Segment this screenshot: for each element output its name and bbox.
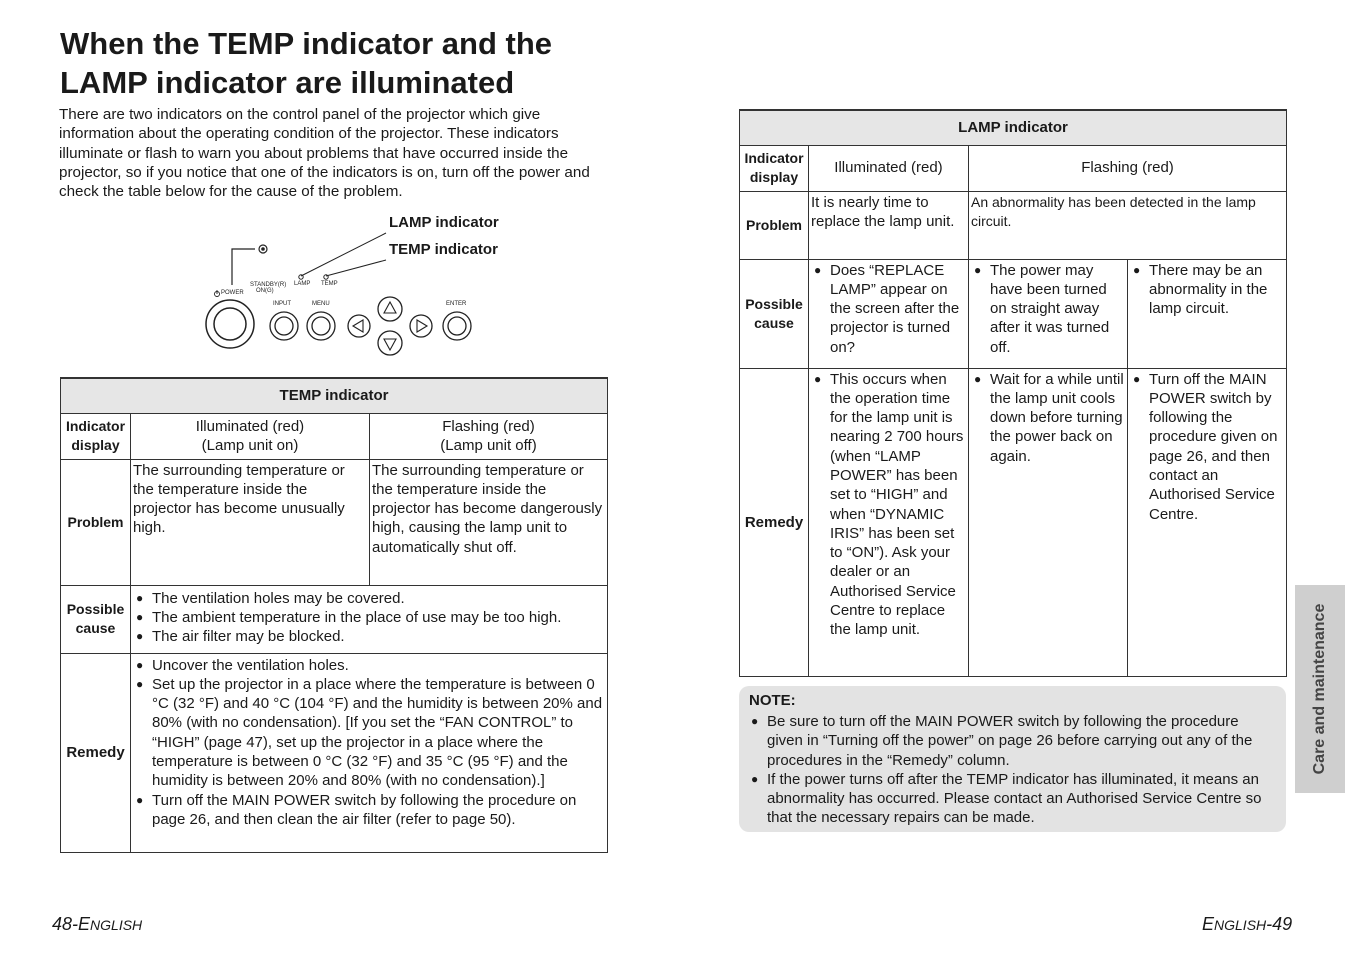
note-title: NOTE: bbox=[749, 692, 796, 709]
temp-display-illuminated-sub: (Lamp unit on) bbox=[201, 437, 299, 454]
lamp-display-flashing: Flashing (red) bbox=[969, 145, 1287, 191]
standby-label: STANDBY(R) bbox=[250, 282, 287, 288]
lamp-row-label-remedy: Remedy bbox=[740, 368, 809, 676]
temp-causes-cell bbox=[131, 585, 608, 653]
list-item: ● Wait for a while until the lamp unit cools down before turning the power back on again. bbox=[971, 370, 1125, 466]
section-side-tab-label: Care and maintenance bbox=[1311, 603, 1328, 775]
list-item: ● Uncover the ventilation holes. bbox=[133, 656, 605, 675]
lamp-table-header: LAMP indicator bbox=[740, 110, 1287, 145]
temp-indicator-label: TEMP indicator bbox=[389, 241, 498, 258]
left-folio-number: 48- bbox=[52, 914, 79, 934]
temp-indicator-table bbox=[60, 377, 608, 853]
lamp-leader-line bbox=[301, 233, 386, 276]
list-item: ● Turn off the MAIN POWER switch by following the procedure on page 26, and then clean the air filter (refer to page 50). bbox=[133, 791, 605, 830]
temp-remedies-list bbox=[133, 656, 605, 830]
lamp-cause-1-cell bbox=[809, 259, 969, 368]
right-folio-word-first: E bbox=[1202, 914, 1215, 934]
direction-pad-icon bbox=[348, 297, 432, 355]
input-label: INPUT bbox=[273, 301, 291, 307]
temp-row-label-problem: Problem bbox=[61, 459, 131, 585]
temp-display-flashing-sub: (Lamp unit off) bbox=[440, 437, 537, 454]
lamp-cause-2-cell bbox=[969, 259, 1128, 368]
power-label: POWER bbox=[221, 290, 244, 296]
right-page-number bbox=[1202, 914, 1292, 935]
lamp-row-label-display: Indicator display bbox=[740, 145, 809, 191]
temp-row-label-display: Indicator display bbox=[61, 413, 131, 459]
lamp-cause-3-cell bbox=[1128, 259, 1287, 368]
list-item: ● There may be an abnormality in the lamp circuit. bbox=[1130, 261, 1284, 319]
lamp-remedy-3-cell bbox=[1128, 368, 1287, 676]
intro-paragraph: There are two indicators on the control panel of the projector which give information about the operating condition of the projector. These indicators illuminate or flash to warn you about problems that have occurred inside the projector, so if you notice that one of the indicators is on, turn off the power and check the table below for the cause of the problem. bbox=[59, 106, 590, 201]
temp-table-header: TEMP indicator bbox=[61, 378, 608, 413]
temp-row-label-cause: Possible cause bbox=[61, 585, 131, 653]
menu-label: MENU bbox=[312, 301, 330, 307]
list-item: ● The ambient temperature in the place of use may be too high. bbox=[133, 608, 605, 627]
lamp-problem-flashing: An abnormality has been detected in the lamp circuit. bbox=[969, 191, 1287, 259]
lamp-display-illuminated: Illuminated (red) bbox=[809, 145, 969, 191]
right-folio-number: -49 bbox=[1266, 914, 1293, 934]
list-item: ● If the power turns off after the TEMP indicator has illuminated, it means an abnormality has occurred. Please contact an Authorised Service Centre so that the necessary repairs can be made. bbox=[748, 770, 1278, 828]
lamp-indicator-table bbox=[739, 109, 1287, 677]
temp-display-flashing bbox=[370, 413, 608, 459]
note-list bbox=[748, 712, 1278, 828]
temp-display-flashing-text: Flashing (red) bbox=[442, 417, 535, 435]
temp-display-illuminated-text: Illuminated (red) bbox=[195, 417, 305, 435]
lamp-small-label: LAMP bbox=[294, 281, 311, 287]
lamp-indicator-label: LAMP indicator bbox=[389, 214, 499, 231]
lamp-remedy-2-cell bbox=[969, 368, 1128, 676]
temp-remedies-cell bbox=[131, 653, 608, 852]
page-title: When the TEMP indicator and the LAMP indicator are illuminated bbox=[60, 26, 553, 100]
list-item: ● Does “REPLACE LAMP” appear on the screen after the projector is turned on? bbox=[811, 261, 966, 357]
note-box bbox=[739, 686, 1286, 832]
temp-small-label: TEMP bbox=[321, 281, 338, 287]
list-item: ● Set up the projector in a place where the temperature is between 0 °C (32 °F) and 40 °C (104 °F) and the humidity is between 20% and 80% (with no condensation). [If you set the “FAN CONTROL” to “HIGH” (page 47), set up the projector in a place where the temperature is between 0 °C (32 °F) and 35 °C (95 °F) and the humidity is between 20% and 80% (with no condensation).] bbox=[133, 675, 605, 791]
temp-problem-flashing: The surrounding temperature or the temperature inside the projector has become dangerously high, causing the lamp unit to automatically shut off. bbox=[370, 459, 608, 585]
left-page-number bbox=[52, 914, 142, 935]
temp-row-label-remedy: Remedy bbox=[61, 653, 131, 852]
temp-problem-illuminated: The surrounding temperature or the temperature inside the projector has become unusually high. bbox=[131, 459, 370, 585]
list-item: ● This occurs when the operation time for the lamp unit is nearing 2 700 hours (when “LAMP POWER” has been set to “HIGH” and when “DYNAMIC IRIS” has been set to “ON”). Ask your dealer or an Authorised Service Centre to replace the lamp unit. bbox=[811, 370, 966, 640]
on-label: ON(G) bbox=[256, 288, 274, 294]
lamp-remedy-1-cell bbox=[809, 368, 969, 676]
list-item: ● Be sure to turn off the MAIN POWER switch by following the procedure given in “Turning off the power” on page 26 before carrying out any of the procedures in the “Remedy” column. bbox=[748, 712, 1278, 770]
temp-display-illuminated bbox=[131, 413, 370, 459]
left-folio-word-first: E bbox=[78, 914, 91, 934]
temp-causes-list bbox=[133, 589, 605, 647]
enter-label: ENTER bbox=[446, 301, 467, 307]
list-item: ● The ventilation holes may be covered. bbox=[133, 589, 605, 608]
lamp-row-label-problem: Problem bbox=[740, 191, 809, 259]
left-folio-word-rest: NGLISH bbox=[90, 917, 143, 933]
right-folio-word-rest: NGLISH bbox=[1214, 917, 1267, 933]
list-item: ● Turn off the MAIN POWER switch by following the procedure given on page 26, and then contact an Authorised Service Centre. bbox=[1130, 370, 1284, 524]
list-item: ● The air filter may be blocked. bbox=[133, 627, 605, 646]
list-item: ● The power may have been turned on straight away after it was turned off. bbox=[971, 261, 1125, 357]
temp-indicator-icon bbox=[324, 275, 328, 279]
temp-leader-line bbox=[326, 260, 386, 276]
section-side-tab bbox=[1295, 585, 1345, 793]
lamp-problem-illuminated: It is nearly time to replace the lamp unit. bbox=[809, 191, 969, 259]
lamp-row-label-cause: Possible cause bbox=[740, 259, 809, 368]
